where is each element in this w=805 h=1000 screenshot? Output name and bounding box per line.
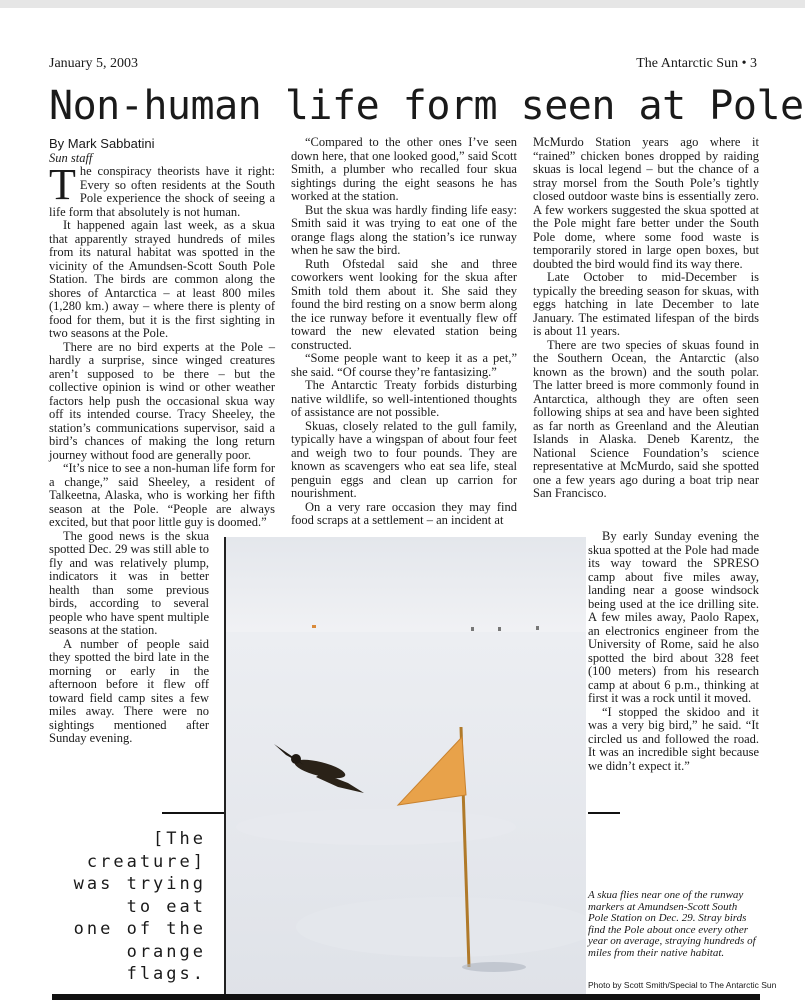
article-column-3-continued xyxy=(588,530,759,773)
article-column-2 xyxy=(291,136,517,528)
article-paragraph: It happened again last week, as a skua that apparently strayed hundreds of miles from its natural habitat was spotted in the vicinity of the Amundsen-Scott South Pole Station. The birds are common along the shores of Antarctica – at least 800 miles (1,280 km.) away – where there is plenty of food for them, but it is the first sighting in two seasons at the Pole. xyxy=(49,218,275,340)
headline: Non-human life form seen at Pole xyxy=(49,83,804,129)
pull-quote: [The creature] was trying to eat one of the orange flags. xyxy=(73,829,206,984)
distant-flag xyxy=(312,625,316,628)
article-paragraph: “It’s nice to see a non-human life form for a change,” said Sheeley, a resident of Talkeetna, Alaska, who is working her fifth season at the Pole. “People are always excited, but that poor little guy is doomed.” xyxy=(49,461,275,529)
paragraph-text: he conspiracy theorists have it right: Every so often residents at the South Pole experience the shock of seeing a life form that absolutely is not human. xyxy=(49,164,275,219)
photo-illustration xyxy=(226,537,586,1000)
skua-photo xyxy=(224,537,586,1000)
byline-author: By Mark Sabbatini xyxy=(49,136,155,151)
article-paragraph: Late October to mid-December is typically the breeding season for skuas, with eggs hatching in late December to late January. The estimated lifespan of the birds is about 11 years. xyxy=(533,270,759,338)
article-rule-right xyxy=(588,812,620,814)
article-paragraph: A number of people said they spotted the bird late in the morning or early in the afternoon before it flew off toward field camp sites a few miles away. There were no sightings mentioned after Sunday evening. xyxy=(49,636,209,745)
publication-page: The Antarctic Sun • 3 xyxy=(636,56,757,71)
article-paragraph: There are no bird experts at the Pole – hardly a surprise, since winged creatures aren’t supposed to be there – but the collective opinion is wind or other weather factors help push the occasional skua way off its intended course. Tracy Sheeley, the station’s communications supervisor, said a bird’s chances of making the long return journey without food are generally poor. xyxy=(49,339,275,462)
page-top-bar xyxy=(0,0,805,8)
article-paragraph: “I stopped the skidoo and it was a very big bird,” he said. “It circled us and followed the road. It was an incredible sight because we didn’t expect it.” xyxy=(588,704,759,773)
article-paragraph: The good news is the skua spotted Dec. 29 was still able to fly and was relatively plump, indicators it was in better health than some previous birds, according to several people who have spent multiple seasons at the station. xyxy=(49,528,209,637)
byline-role: Sun staff xyxy=(49,151,93,165)
article-paragraph: Ruth Ofstedal said she and three coworkers went looking for the skua after Smith told them about it. She said they found the bird resting on a snow berm along the ice runway before it eventually flew off toward the new elevated station being constructed. xyxy=(291,256,517,352)
article-paragraph: On a very rare occasion they may find food scraps at a settlement – an incident at xyxy=(291,499,517,527)
drop-cap: T xyxy=(49,160,76,209)
article-paragraph: By early Sunday evening the skua spotted at the Pole had made its way toward the SPRESO camp about five miles away, landing near a goose windsock being used at the ice drilling site. A few miles away, Paolo Rapex, an electronics engineer from the University of Rome, said he also spotted the bird about 328 feet (100 meters) from his research camp at about 6 p.m., thinking at first it was a rock until it moved. xyxy=(588,529,759,705)
photo-caption: A skua flies near one of the runway markers at Amundsen-Scott South Pole Station on Dec. 29. Stray birds find the Pole about once every other year on average, straying hundreds of miles from their native habitat. xyxy=(588,889,756,959)
pullquote-rule-top xyxy=(162,812,224,814)
page-bottom-rule xyxy=(52,994,760,1000)
article-column-3 xyxy=(533,136,759,501)
article-paragraph: But the skua was hardly finding life easy: Smith said it was trying to eat one of the orange flags along the station’s ice runway when he saw the bird. xyxy=(291,202,517,257)
article-paragraph: “Compared to the other ones I’ve seen down here, that one looked good,” said Scott Smith, a plumber who recalled four skua sightings during the eight seasons he has worked at the station. xyxy=(291,135,517,203)
article-paragraph: There are two species of skuas found in the Southern Ocean, the Antarctic (also known as the brown) and the south polar. The latter breed is more commonly found in Antarctica, although they are often seen following ships at sea and have been sighted as far north as Greenland and the Aleutian Islands in Alaska. Deneb Karentz, the National Science Foundation’s science representative at McMurdo, said she spotted one a few years ago during a boat trip near San Francisco. xyxy=(533,337,759,500)
issue-date: January 5, 2003 xyxy=(49,56,139,71)
photo-credit: Photo by Scott Smith/Special to The Antarctic Sun xyxy=(588,980,777,990)
article-paragraph: The Antarctic Treaty forbids disturbing native wildlife, so well-intentioned thoughts of assistance are not possible. xyxy=(291,378,517,419)
article-paragraph: Skuas, closely related to the gull family, typically have a wingspan of about four feet and weigh two to four pounds. They are known as scavengers who eat sea life, steal penguin eggs and clean up carrion for nourishment. xyxy=(291,418,517,500)
article-paragraph: “Some people want to keep it as a pet,” she said. “Of course they’re fantasizing.” xyxy=(291,351,517,379)
article-paragraph xyxy=(49,160,275,219)
article-paragraph: McMurdo Station years ago where it “rained” chicken bones dropped by raiding skuas is local legend – but the chance of a stray morsel from the South Pole’s tightly closed outdoor waste bins is essentially zero. A few workers suggested the skua spotted at the Pole might fare better under the South Pole dome, where some food waste is temporarily stored in large open boxes, but doubted the bird would find its way there. xyxy=(533,135,759,271)
